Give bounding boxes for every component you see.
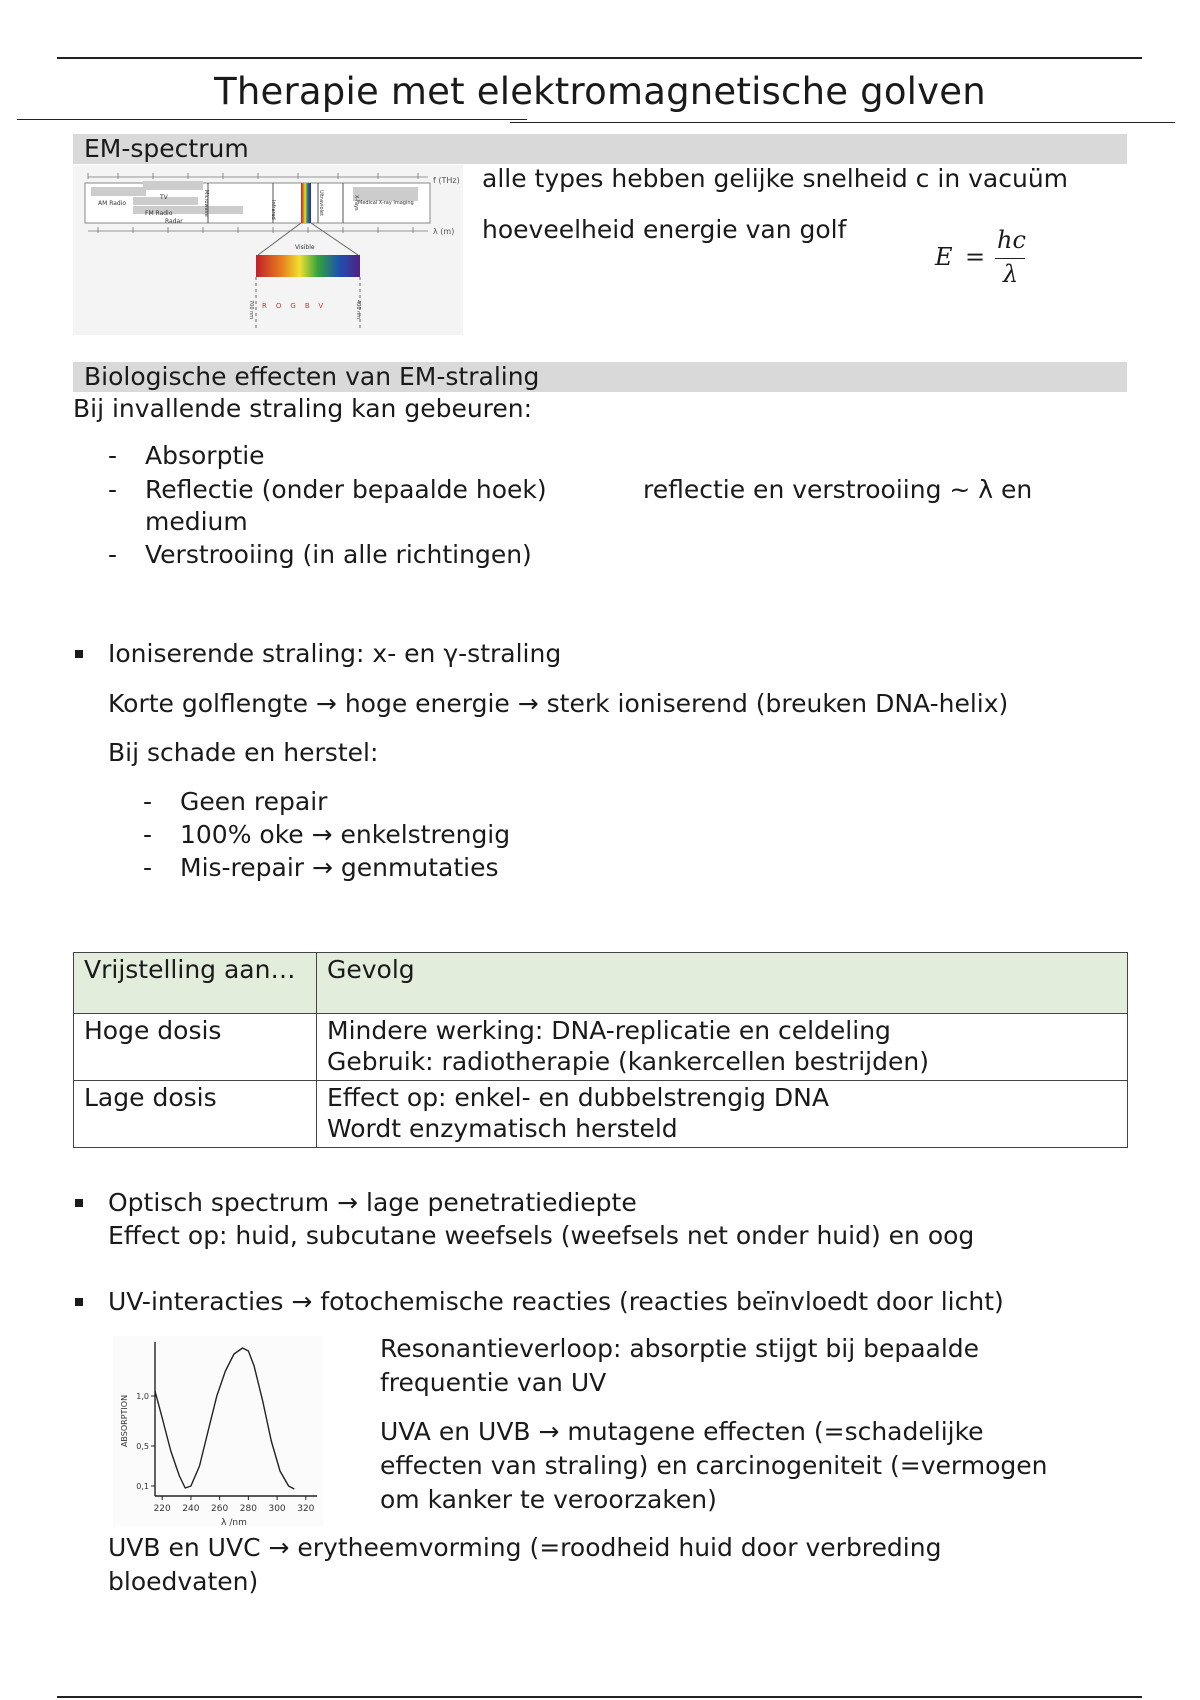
bottom-rule <box>57 1696 1142 1698</box>
list-dash: - <box>143 853 153 882</box>
color-g: G <box>290 302 305 310</box>
uv-p3-line1: UVB en UVC → erytheemvorming (=roodheid huid door verbreding <box>108 1533 942 1562</box>
row-cause: Hoge dosis <box>74 1014 317 1081</box>
list-dash: - <box>143 820 153 849</box>
x-tick-label: 260 <box>211 1504 229 1514</box>
table-row <box>74 1081 1128 1148</box>
spectrum-label-am: AM Radio <box>98 200 127 207</box>
formula-lhs: E <box>935 243 953 271</box>
x-tick-label: 280 <box>239 1504 257 1514</box>
table-header-row <box>74 953 1128 1014</box>
spectrum-top-unit: f (THz) <box>433 176 460 185</box>
y-tick-label: 0,5 <box>136 1442 149 1451</box>
spectrum-label-fm: FM Radio <box>145 210 173 217</box>
uv-p2-line3: om kanker te veroorzaken) <box>380 1485 717 1514</box>
table-header-effect: Gevolg <box>317 953 1128 1014</box>
bio-intro: Bij invallende straling kan gebeuren: <box>73 394 533 423</box>
bio-item-absorption: Absorptie <box>145 441 265 470</box>
bullet-square <box>75 1199 83 1207</box>
spectrum-visible-colors <box>262 302 332 310</box>
repair-item-mis: Mis-repair → genmutaties <box>180 853 499 882</box>
ionizing-line1: Korte golflengte → hoge energie → sterk ioniserend (breuken DNA-helix) <box>108 689 1009 718</box>
repair-item-none: Geen repair <box>180 787 328 816</box>
formula-eq: = <box>965 243 986 271</box>
y-tick-label: 0,1 <box>136 1482 149 1491</box>
color-r: R <box>262 302 276 310</box>
spectrum-label-infrared: Infrared <box>270 200 276 220</box>
optical-bullet: Optisch spectrum → lage penetratiediepte <box>108 1188 637 1217</box>
row-cause: Lage dosis <box>74 1081 317 1148</box>
dose-table <box>73 952 1128 1148</box>
row-effect-line: Mindere werking: DNA-replicatie en celdeling <box>327 1016 891 1045</box>
bio-item-reflection: Reflectie (onder bepaalde hoek) <box>145 475 547 504</box>
x-tick-label: 220 <box>153 1504 171 1514</box>
bullet-square <box>75 1298 83 1306</box>
spectrum-label-medical: Medical X-ray Imaging <box>358 200 414 206</box>
top-rule <box>57 57 1142 59</box>
row-effect-line: Wordt enzymatisch hersteld <box>327 1114 678 1143</box>
row-effect-line: Gebruik: radiotherapie (kankercellen bestrijden) <box>327 1047 929 1076</box>
x-axis-label: λ /nm <box>221 1518 247 1526</box>
spectrum-edge-left: 700 nm <box>248 300 254 320</box>
ionizing-bullet: Ioniserende straling: x- en γ-straling <box>108 639 562 668</box>
list-dash: - <box>108 441 118 470</box>
bio-side-note: reflectie en verstrooiing ~ λ en <box>643 475 1033 504</box>
spectrum-label-xrays: X-rays <box>353 195 359 211</box>
bio-item-scattering: Verstrooiing (in alle richtingen) <box>145 540 532 569</box>
spectrum-label-microwave: Microwave <box>203 190 209 217</box>
page-title: Therapie met elektromagnetische golven <box>214 70 986 113</box>
list-dash: - <box>108 540 118 569</box>
y-axis-label: ABSORPTION <box>120 1394 129 1448</box>
uv-p3-line2: bloedvaten) <box>108 1567 259 1596</box>
spectrum-label-tv: TV <box>160 194 168 201</box>
row-effect-line: Effect op: enkel- en dubbelstrengig DNA <box>327 1083 829 1112</box>
formula-fraction-bar <box>995 258 1025 259</box>
color-v: V <box>318 302 333 310</box>
em-line-speed: alle types hebben gelijke snelheid c in vacuüm <box>482 164 1069 193</box>
table-row <box>74 1014 1128 1081</box>
section-heading-em-spectrum: EM-spectrum <box>73 134 1127 164</box>
table-header-cause: Vrijstelling aan… <box>74 953 317 1014</box>
uv-absorption-chart <box>113 1336 323 1526</box>
uv-p2-line1: UVA en UVB → mutagene effecten (=schadelijke <box>380 1417 984 1446</box>
formula-denominator: λ <box>1003 260 1019 288</box>
uv-p1-line2: frequentie van UV <box>380 1368 607 1397</box>
spectrum-edge-right: 400 nm <box>355 300 361 320</box>
list-dash: - <box>108 475 118 504</box>
color-o: O <box>275 302 291 310</box>
list-dash: - <box>143 787 153 816</box>
optical-line: Effect op: huid, subcutane weefsels (weefsels net onder huid) en oog <box>108 1221 975 1250</box>
y-tick-label: 1,0 <box>136 1392 149 1401</box>
formula-numerator: hc <box>997 226 1026 254</box>
uv-bullet: UV-interacties → fotochemische reacties (reacties beïnvloedt door licht) <box>108 1287 1004 1316</box>
ionizing-line2: Bij schade en herstel: <box>108 738 379 767</box>
row-effect <box>317 1081 1128 1148</box>
spectrum-bottom-unit: λ (m) <box>433 227 455 236</box>
section-heading-bio: Biologische effecten van EM-straling <box>73 362 1127 392</box>
em-line-energy: hoeveelheid energie van golf <box>482 215 847 244</box>
row-effect <box>317 1014 1128 1081</box>
spectrum-label-radar: Radar <box>165 218 183 225</box>
title-rule-right <box>510 122 1175 123</box>
bio-item-medium: medium <box>145 507 248 536</box>
bullet-square <box>75 650 83 658</box>
spectrum-label-uv: Ultraviolet <box>318 190 324 216</box>
spectrum-label-visible: Visible <box>295 244 315 251</box>
x-tick-label: 240 <box>182 1504 200 1514</box>
color-b: B <box>304 302 319 310</box>
uv-p1-line1: Resonantieverloop: absorptie stijgt bij bepaalde <box>380 1334 980 1363</box>
uv-p2-line2: effecten van straling) en carcinogeniteit (=vermogen <box>380 1451 1048 1480</box>
x-tick-label: 320 <box>297 1504 315 1514</box>
title-rule-left <box>17 119 527 120</box>
repair-item-ok: 100% oke → enkelstrengig <box>180 820 511 849</box>
x-tick-label: 300 <box>268 1504 286 1514</box>
